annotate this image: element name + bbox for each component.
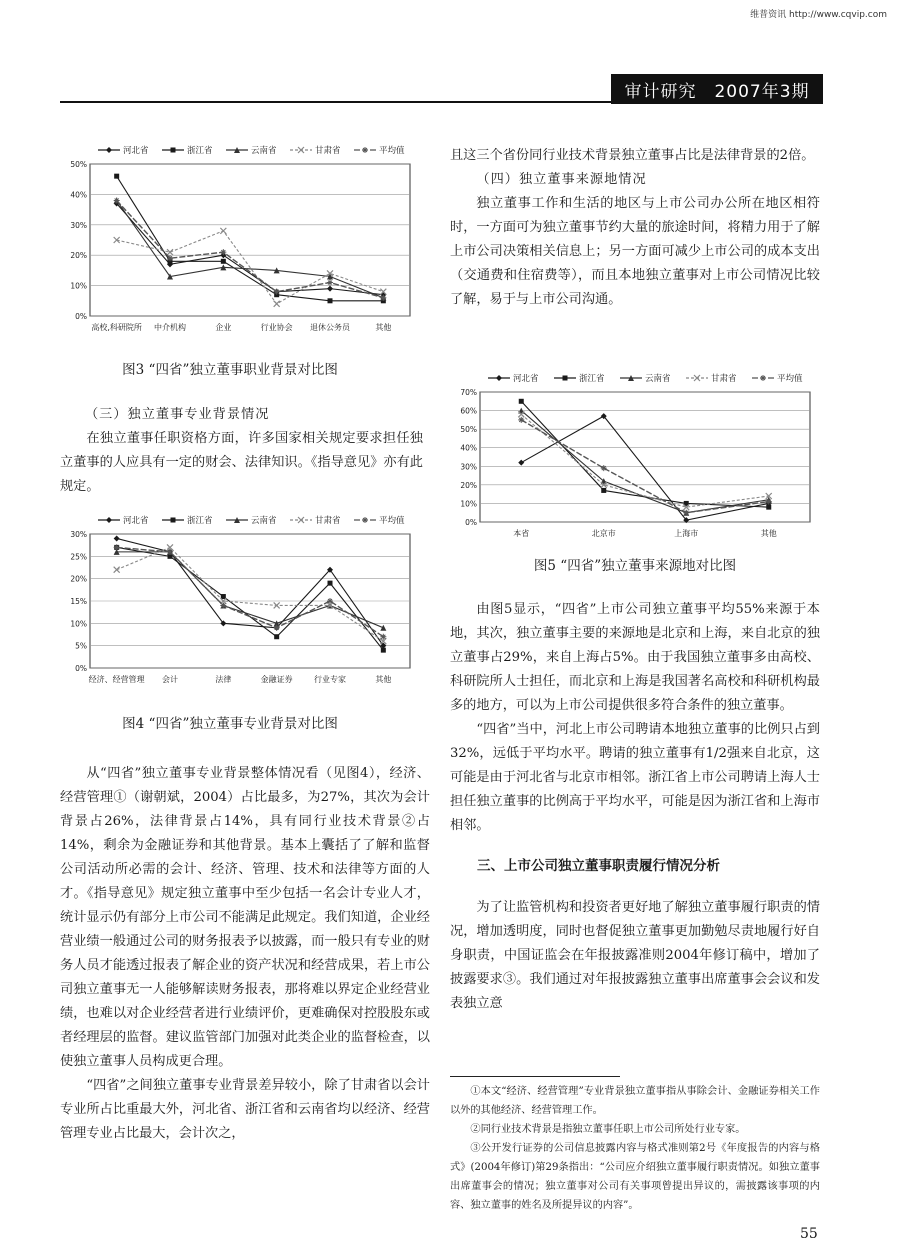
figure5-legend-marker-0 (496, 375, 502, 381)
footnote-1: ①本文“经济、经营管理”专业背景独立董事指从事除会计、金融证券相关工作以外的其他经济、经营管理工作。 (450, 1086, 820, 1116)
right-para-1: 且这三个省份同行业技术背景独立董事占比是法律背景的2倍。 (450, 148, 815, 163)
figure3-svg (60, 142, 422, 342)
figure3-ytick-0: 0% (75, 312, 87, 321)
figure4-ytick-0: 0% (75, 664, 87, 673)
figure4-ytick-1: 5% (75, 641, 87, 651)
figure3-legend-label-2: 云南省 (251, 146, 277, 156)
figure5-legend-label-1: 浙江省 (579, 374, 605, 384)
figure5-ytick-2: 20% (460, 480, 477, 490)
figure3-point-3-2 (220, 228, 226, 234)
figure3-xtick-5: 其他 (375, 323, 392, 332)
figure4-series-1 (114, 545, 386, 653)
figure3-xtick-3: 行业协会 (260, 323, 293, 332)
figure3-ytick-2: 20% (70, 251, 87, 261)
left-column-bottom (60, 762, 430, 1146)
figure5-legend-marker-3 (694, 375, 700, 381)
figure3-series-3 (114, 228, 387, 307)
figure5-ytick-4: 40% (460, 443, 477, 453)
figure5-ytick-6: 60% (460, 406, 477, 416)
figure3-legend (98, 145, 405, 156)
figure4-legend-marker-4 (362, 517, 368, 523)
figure4-legend-label-3: 甘肃省 (315, 516, 341, 526)
figure4-legend (98, 515, 405, 526)
figure5-legend (488, 373, 803, 384)
figure3-legend-label-3: 甘肃省 (315, 146, 341, 156)
figure5-caption: 图5 “四省”独立董事来源地对比图 (533, 558, 737, 574)
figure4-point-3-0 (114, 567, 120, 573)
figure4-series-2 (114, 549, 387, 631)
watermark: 维普资讯 http://www.cqvip.com (750, 10, 887, 20)
footnotes (450, 1082, 820, 1215)
figure3-legend-label-0: 河北省 (123, 146, 149, 156)
footnote-3: ③公开发行证券的公司信息披露内容与格式准则第2号《年度报告的内容与格式》(2004年修订)第29条指出：“公司应介绍独立董事履行职责情况。如独立董事出席董事会的情况；独立董事对公司有关事项曾提出异议的，需披露该事项的内容、独立董事的姓名及所提异议的内容”。 (450, 1143, 820, 1211)
figure5-ytick-1: 10% (460, 499, 477, 509)
section-3-title: 三、上市公司独立董事职责履行情况分析 (477, 858, 720, 874)
figure4-legend-label-0: 河北省 (123, 516, 149, 526)
figure5-legend-label-2: 云南省 (645, 374, 671, 384)
figure4-ytick-6: 30% (70, 530, 87, 539)
figure5-series-line-0 (521, 416, 769, 520)
figure4-series-3 (114, 544, 387, 644)
left-column-top (60, 403, 423, 499)
footnote-rule (450, 1076, 620, 1077)
figure4-point-1-5 (381, 648, 386, 653)
figure3-xtick-0: 高校,科研院所 (91, 323, 142, 332)
figure5-xtick-2: 上海市 (674, 529, 699, 538)
figure4-xtick-2: 法律 (215, 675, 232, 684)
figure4-legend-marker-3 (298, 517, 304, 523)
figure4-xtick-1: 会计 (162, 675, 178, 684)
figure5-chart (450, 370, 822, 548)
figure3-series-1 (114, 174, 386, 304)
figure4-series-line-3 (117, 547, 384, 641)
figure4-xtick-3: 金融证券 (260, 675, 293, 684)
journal-header: 审计研究 2007年3期 (611, 74, 823, 104)
figure3-legend-label-4: 平均值 (379, 146, 405, 156)
figure4-legend-label-1: 浙江省 (187, 516, 213, 526)
figure5-legend-marker-4 (760, 375, 766, 381)
subhead-4: （四）独立董事来源地情况 (476, 172, 647, 187)
figure5-point-0-0 (518, 460, 524, 466)
figure4-ytick-2: 10% (70, 619, 87, 629)
figure5-xtick-3: 其他 (760, 529, 777, 538)
figure5-ytick-0: 0% (465, 518, 477, 527)
header-rule (60, 101, 820, 103)
figure3-point-4-2 (220, 249, 226, 255)
figure4-point-2-5 (380, 625, 386, 631)
figure5-legend-label-4: 平均值 (777, 374, 803, 384)
figure3-legend-label-1: 浙江省 (187, 146, 213, 156)
figure4-point-1-2 (221, 594, 226, 599)
figure3-ytick-3: 30% (70, 220, 87, 230)
figure3-xtick-2: 企业 (215, 323, 232, 332)
figure3-xtick-1: 中介机构 (154, 323, 186, 332)
figure4-point-1-4 (328, 581, 333, 586)
left-para-2: 从“四省”独立董事专业背景整体情况看（见图4），经济、经营管理①（谢朝斌，2004）占比最多，为27%，其次为会计背景占26%，法律背景占14%，具有同行业技术背景②占14%，剩余为金融证券和其他背景。基本上囊括了了解和监督公司活动所必需的会计、经济、管理、技术和法律等方面的人才。《指导意见》规定独立董事中至少包括一名会计专业人才，统计显示仍有部分上市公司不能满足此规定。我们知道，企业经营业绩一般通过公司的财务报表予以披露，而一般只有专业的财务人员才能透过报表了解企业的资产状况和经营成果，若上市公司独立董事无一人能够解读财务报表，那将难以界定企业经营业绩，也难以对企业经营者进行业绩评价，更难确保对控股股东或者经理层的监督。建议监管部门加强对此类企业的监督检查，以使独立董事人员构成更合理。 (60, 766, 430, 1069)
figure4-legend-marker-1 (171, 518, 176, 523)
figure4-series-0 (114, 535, 387, 648)
figure5-series-3 (518, 411, 772, 510)
figure5-series-2 (518, 408, 772, 516)
figure3-legend-marker-1 (171, 148, 176, 153)
figure4-point-1-3 (274, 634, 279, 639)
right-para-2: 独立董事工作和生活的地区与上市公司办公所在地区相符时，一方面可为独立董事节约大量的旅途时间，将精力用于了解上市公司决策相关信息上；另一方面可减少上市公司的成本支出（交通费和住宿费等），而且本地独立董事对上市公司情况比较了解，易于与上市公司沟通。 (450, 196, 820, 307)
figure5-ytick-5: 50% (460, 425, 477, 435)
figure4-ytick-3: 15% (70, 597, 87, 606)
figure4-ytick-4: 20% (70, 574, 87, 584)
figure5-legend-label-3: 甘肃省 (711, 374, 737, 384)
figure5-point-1-1 (601, 488, 606, 493)
figure5-series-1 (519, 399, 772, 510)
right-column-top (450, 144, 820, 312)
figure3-point-0-4 (327, 286, 333, 292)
figure4-point-3-3 (274, 602, 280, 608)
left-para-1: 在独立董事任职资格方面，许多国家相关规定要求担任独立董事的人应具有一定的财会、法律知识。《指导意见》亦有此规定。 (60, 431, 423, 494)
figure3-point-1-0 (114, 174, 119, 179)
figure5-ytick-7: 70% (460, 388, 477, 397)
figure3-plot-frame (90, 164, 410, 316)
footnote-2: ②同行业技术背景是指独立董事任职上市公司所处行业专家。 (470, 1124, 746, 1135)
figure5-series-line-1 (521, 401, 769, 507)
figure4-ytick-5: 25% (70, 552, 87, 562)
figure4-legend-label-2: 云南省 (251, 516, 277, 526)
page-number: 55 (800, 1226, 818, 1242)
figure4-xtick-4: 行业专家 (314, 675, 346, 684)
figure4-series-line-1 (117, 547, 384, 650)
figure4-legend-label-4: 平均值 (379, 516, 405, 526)
right-para-4: “四省”当中，河北上市公司聘请本地独立董事的比例只占到32%，远低于平均水平。聘请的独立董事有1/2强来自北京，这可能是由于河北省与北京市相邻。浙江省上市公司聘请上海人士担任独立董事的比例高于平均水平，可能是因为浙江省和上海市相邻。 (450, 722, 820, 833)
right-column-bottom (450, 598, 820, 1016)
figure5-point-1-0 (519, 399, 524, 404)
figure3-series-4 (114, 197, 387, 300)
figure5-ytick-3: 30% (460, 462, 477, 472)
figure3-ytick-4: 40% (70, 190, 87, 200)
right-para-3: 由图5显示，“四省”上市公司独立董事平均55%来源于本地，其次，独立董事主要的来源地是北京和上海，来自北京的独立董事占29%，来自上海占5%。由于我国独立董事多由高校、科研院所人士担任，而北京和上海是我国著名高校和科研机构最多的地方，可以为上市公司提供很多符合条件的独立董事。 (450, 602, 820, 713)
figure3-ytick-5: 50% (70, 160, 87, 169)
figure3-caption: 图3 “四省”独立董事职业背景对比图 (122, 362, 338, 378)
figure3-point-1-2 (221, 259, 226, 264)
subhead-3: （三）独立董事专业背景情况 (85, 407, 270, 422)
figure5-svg (450, 370, 822, 548)
figure3-legend-marker-0 (106, 147, 112, 153)
figure5-xtick-0: 本省 (513, 529, 530, 538)
figure5-xtick-1: 北京市 (591, 529, 616, 538)
figure5-legend-marker-1 (563, 376, 568, 381)
figure4-xtick-5: 其他 (375, 675, 392, 684)
figure3-point-4-4 (327, 280, 333, 286)
figure5-point-1-3 (766, 505, 771, 510)
figure3-legend-marker-3 (298, 147, 304, 153)
figure3-point-3-3 (274, 301, 280, 307)
figure3-legend-marker-4 (362, 147, 368, 153)
figure3-ytick-1: 10% (70, 281, 87, 291)
figure3-chart (60, 142, 422, 342)
figure4-legend-marker-0 (106, 517, 112, 523)
figure4-caption: 图4 “四省”独立董事专业背景对比图 (122, 716, 338, 732)
figure5-series-line-3 (521, 414, 769, 507)
figure4-xtick-0: 经济、经营管理 (88, 675, 145, 684)
right-para-5: 为了让监管机构和投资者更好地了解独立董事履行职责的情况，增加透明度，同时也督促独立董事更加勤勉尽责地履行好自身职责，中国证监会在年报披露准则2004年修订稿中，增加了披露要求③。我们通过对年报披露独立董事出席董事会会议和发表独立意 (450, 900, 820, 1011)
figure5-series-line-2 (521, 411, 769, 513)
figure5-legend-label-0: 河北省 (513, 374, 539, 384)
figure3-point-1-4 (328, 298, 333, 303)
figure4-point-0-0 (114, 535, 120, 541)
figure3-series-2 (114, 197, 387, 300)
figure5-point-4-0 (518, 417, 524, 423)
figure4-chart (60, 512, 422, 694)
left-para-3: “四省”之间独立董事专业背景差异较小，除了甘肃省以会计专业所占比重最大外，河北省、浙江省和云南省均以经济、经营管理专业占比最大，会计次之， (60, 1078, 430, 1141)
figure3-xtick-4: 退休公务员 (310, 323, 350, 332)
figure3-series-line-3 (117, 231, 384, 304)
figure4-svg (60, 512, 422, 694)
